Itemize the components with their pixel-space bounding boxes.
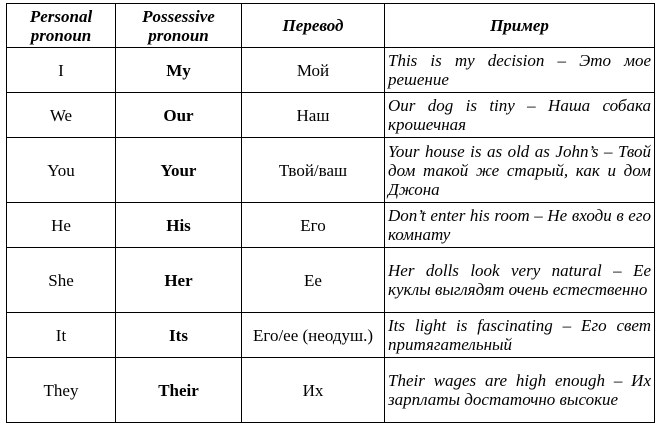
possessive-pronoun-cell: Their [116, 358, 242, 423]
personal-pronoun-cell: She [7, 248, 116, 313]
translation-cell: Его [242, 203, 385, 248]
header-example: Пример [385, 4, 655, 48]
table-row [7, 203, 655, 248]
table-row [7, 138, 655, 203]
example-cell: Your house is as old as John’s – Твой дом такой же старый, как и дом Джона [385, 138, 655, 203]
translation-cell: Их [242, 358, 385, 423]
table-row [7, 93, 655, 138]
example-cell: This is my decision – Это мое решение [385, 48, 655, 93]
personal-pronoun-cell: You [7, 138, 116, 203]
possessive-pronoun-cell: My [116, 48, 242, 93]
personal-pronoun-cell: They [7, 358, 116, 423]
header-possessive-pronoun: Possessive pronoun [116, 4, 242, 48]
personal-pronoun-cell: He [7, 203, 116, 248]
example-cell: Our dog is tiny – Наша собака крошечная [385, 93, 655, 138]
translation-cell: Мой [242, 48, 385, 93]
header-personal-pronoun: Personal pronoun [7, 4, 116, 48]
possessive-pronoun-cell: Our [116, 93, 242, 138]
translation-cell: Твой/ваш [242, 138, 385, 203]
personal-pronoun-cell: It [7, 313, 116, 358]
example-cell: Their wages are high enough – Их зарплаты достаточно высокие [385, 358, 655, 423]
personal-pronoun-cell: I [7, 48, 116, 93]
translation-cell: Наш [242, 93, 385, 138]
example-cell: Her dolls look very natural – Ее куклы выглядят очень естественно [385, 248, 655, 313]
personal-pronoun-cell: We [7, 93, 116, 138]
example-cell: Don’t enter his room – Не входи в его комнату [385, 203, 655, 248]
translation-cell: Его/ее (неодуш.) [242, 313, 385, 358]
table-row [7, 358, 655, 423]
example-cell: Its light is fascinating – Его свет притягательный [385, 313, 655, 358]
possessive-pronoun-cell: Your [116, 138, 242, 203]
possessive-pronoun-cell: His [116, 203, 242, 248]
possessive-pronoun-cell: Its [116, 313, 242, 358]
header-translation: Перевод [242, 4, 385, 48]
table-row [7, 313, 655, 358]
translation-cell: Ее [242, 248, 385, 313]
pronoun-table [6, 3, 655, 423]
possessive-pronoun-cell: Her [116, 248, 242, 313]
table-row [7, 48, 655, 93]
table-row [7, 248, 655, 313]
header-row [7, 4, 655, 48]
